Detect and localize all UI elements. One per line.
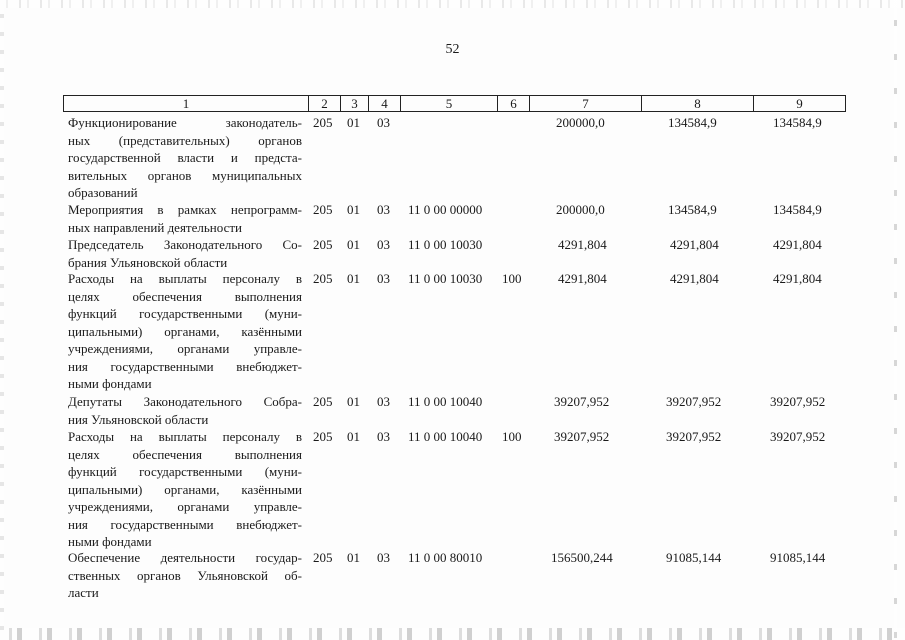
header-col-6: 6 bbox=[497, 95, 529, 112]
cell-col-3: 01 bbox=[347, 550, 360, 565]
cell-col-4: 03 bbox=[377, 550, 390, 565]
cell-col-9: 4291,804 bbox=[773, 237, 822, 252]
cell-col-5: 11 0 00 10030 bbox=[408, 271, 483, 286]
cell-col-4: 03 bbox=[377, 115, 390, 130]
cell-col-2: 205 bbox=[313, 429, 333, 444]
header-col-3: 3 bbox=[340, 95, 368, 112]
cell-col-2: 205 bbox=[313, 271, 333, 286]
header-col-9: 9 bbox=[753, 95, 846, 112]
cell-col-3: 01 bbox=[347, 394, 360, 409]
cell-col-4: 03 bbox=[377, 429, 390, 444]
cell-col-4: 03 bbox=[377, 394, 390, 409]
description-line: ными фондами bbox=[68, 534, 152, 549]
cell-col-4: 03 bbox=[377, 202, 390, 217]
description-line: ния Ульяновской области bbox=[68, 411, 209, 427]
description-line: Расходы на выплаты персоналу в bbox=[68, 271, 302, 286]
cell-col-9: 91085,144 bbox=[770, 550, 826, 565]
header-col-1: 1 bbox=[63, 95, 308, 112]
scan-edge-top bbox=[0, 0, 905, 8]
cell-col-5: 11 0 00 80010 bbox=[408, 550, 483, 565]
cell-col-9: 4291,804 bbox=[773, 271, 822, 286]
description-line: Расходы на выплаты персоналу в bbox=[68, 429, 302, 444]
cell-col-5: 11 0 00 10040 bbox=[408, 429, 483, 444]
cell-col-8: 4291,804 bbox=[670, 237, 719, 252]
cell-col-7: 156500,244 bbox=[551, 550, 613, 565]
cell-col-8: 134584,9 bbox=[668, 115, 717, 130]
header-col-5: 5 bbox=[400, 95, 497, 112]
header-col-2: 2 bbox=[308, 95, 340, 112]
cell-col-3: 01 bbox=[347, 429, 360, 444]
description-line: ципальными) органами, казёнными bbox=[68, 323, 302, 339]
cell-col-3: 01 bbox=[347, 115, 360, 130]
cell-col-5: 11 0 00 00000 bbox=[408, 202, 483, 217]
header-col-8: 8 bbox=[641, 95, 753, 112]
cell-col-7: 4291,804 bbox=[558, 237, 607, 252]
description-line: ния государственными внебюджет- bbox=[68, 358, 302, 374]
description-line: ласти bbox=[68, 585, 99, 600]
description-line: учреждениями, органами управле- bbox=[68, 341, 302, 356]
header-col-4: 4 bbox=[368, 95, 400, 112]
cell-col-8: 39207,952 bbox=[666, 429, 722, 444]
row-description bbox=[68, 201, 302, 236]
scan-edge-bottom bbox=[0, 628, 905, 640]
cell-col-9: 134584,9 bbox=[773, 202, 822, 217]
header-col-7: 7 bbox=[529, 95, 641, 112]
row-description bbox=[68, 270, 302, 393]
cell-col-2: 205 bbox=[313, 115, 333, 130]
description-line: учреждениями, органами управле- bbox=[68, 499, 302, 514]
description-line: Депутаты Законодательного Собра- bbox=[68, 394, 302, 409]
cell-col-7: 200000,0 bbox=[556, 202, 605, 217]
row-description bbox=[68, 114, 302, 202]
row-description bbox=[68, 428, 302, 551]
description-line: Мероприятия в рамках непрограмм- bbox=[68, 202, 302, 217]
description-line: Функционирование законодатель- bbox=[68, 115, 302, 130]
cell-col-8: 91085,144 bbox=[666, 550, 722, 565]
scan-edge-right bbox=[894, 0, 897, 640]
cell-col-4: 03 bbox=[377, 237, 390, 252]
cell-col-7: 200000,0 bbox=[556, 115, 605, 130]
cell-col-6: 100 bbox=[502, 271, 522, 286]
row-description bbox=[68, 393, 302, 428]
description-line: функций государственными (муни- bbox=[68, 306, 302, 321]
description-line: образований bbox=[68, 185, 138, 200]
cell-col-8: 39207,952 bbox=[666, 394, 722, 409]
cell-col-3: 01 bbox=[347, 237, 360, 252]
cell-col-2: 205 bbox=[313, 550, 333, 565]
description-line: Председатель Законодательного Со- bbox=[68, 237, 302, 252]
description-line: ных направлений деятельности bbox=[68, 219, 242, 235]
cell-col-6: 100 bbox=[502, 429, 522, 444]
cell-col-7: 4291,804 bbox=[558, 271, 607, 286]
cell-col-9: 39207,952 bbox=[770, 394, 826, 409]
cell-col-2: 205 bbox=[313, 202, 333, 217]
description-line: ственных органов Ульяновской об- bbox=[68, 567, 302, 583]
description-line: государственной власти и предста- bbox=[68, 150, 302, 165]
scan-edge-left bbox=[0, 0, 4, 640]
cell-col-8: 134584,9 bbox=[668, 202, 717, 217]
description-line: целях обеспечения выполнения bbox=[68, 288, 302, 304]
description-line: целях обеспечения выполнения bbox=[68, 446, 302, 462]
description-line: ных (представительных) органов bbox=[68, 132, 302, 148]
cell-col-4: 03 bbox=[377, 271, 390, 286]
cell-col-3: 01 bbox=[347, 202, 360, 217]
description-line: брания Ульяновской области bbox=[68, 254, 228, 270]
cell-col-2: 205 bbox=[313, 394, 333, 409]
cell-col-7: 39207,952 bbox=[554, 394, 610, 409]
cell-col-7: 39207,952 bbox=[554, 429, 610, 444]
cell-col-8: 4291,804 bbox=[670, 271, 719, 286]
description-line: ния государственными внебюджет- bbox=[68, 516, 302, 532]
row-description bbox=[68, 549, 302, 602]
page-number: 52 bbox=[445, 42, 460, 57]
description-line: Обеспечение деятельности государ- bbox=[68, 550, 302, 565]
cell-col-5: 11 0 00 10040 bbox=[408, 394, 483, 409]
description-line: ными фондами bbox=[68, 376, 152, 391]
cell-col-3: 01 bbox=[347, 271, 360, 286]
cell-col-2: 205 bbox=[313, 237, 333, 252]
row-description bbox=[68, 236, 302, 271]
cell-col-9: 39207,952 bbox=[770, 429, 826, 444]
cell-col-9: 134584,9 bbox=[773, 115, 822, 130]
cell-col-5: 11 0 00 10030 bbox=[408, 237, 483, 252]
description-line: функций государственными (муни- bbox=[68, 464, 302, 479]
description-line: ципальными) органами, казёнными bbox=[68, 481, 302, 497]
description-line: вительных органов муниципальных bbox=[68, 167, 302, 183]
